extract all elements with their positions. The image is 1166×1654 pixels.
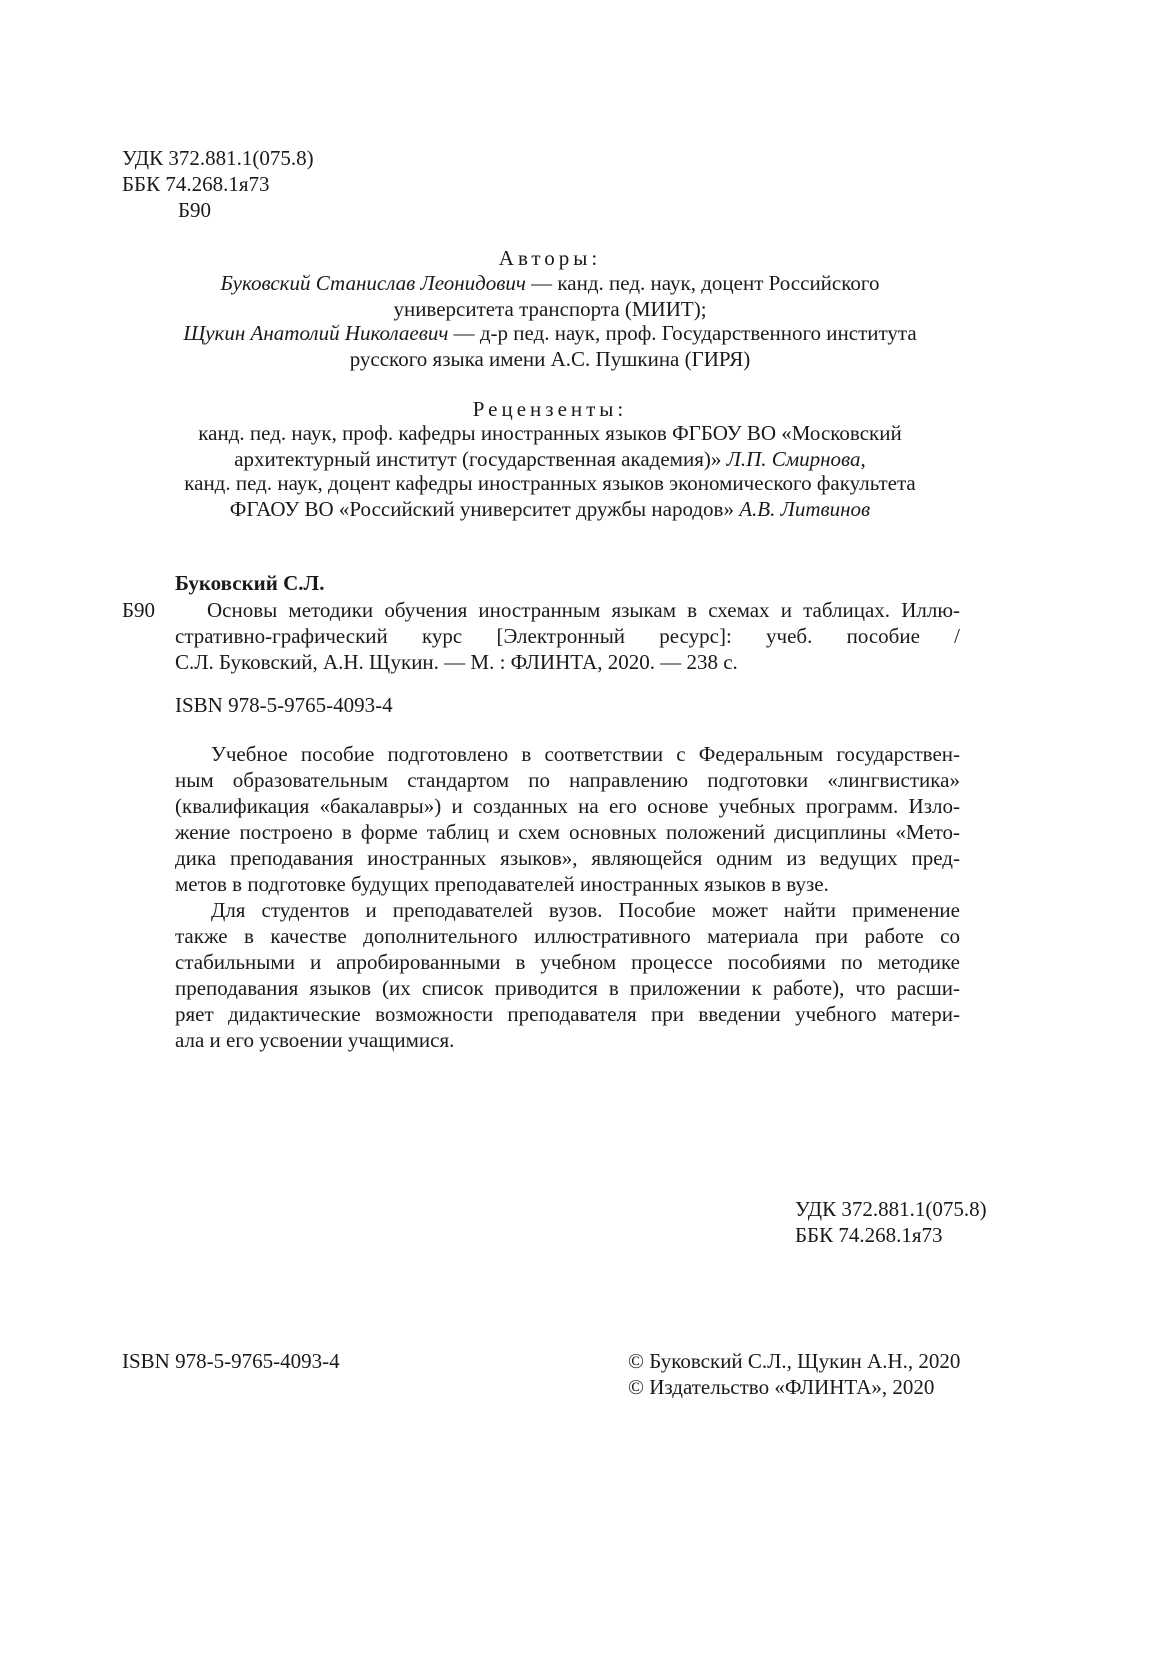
reviewer-1 xyxy=(0,420,1100,472)
copyright-authors: © Буковский С.Л., Щукин А.Н., 2020 xyxy=(628,1349,961,1373)
reviewer-2-line1: канд. пед. наук, доцент кафедры иностранных языков экономического факультета xyxy=(184,471,916,495)
abstract-line: метов в подготовке будущих преподавателей иностранных языков в вузе. xyxy=(175,872,829,896)
footer-isbn: ISBN 978-5-9765-4093-4 xyxy=(122,1349,340,1373)
abstract-line: стабильными и апробированными в учебном процессе пособиями по методике xyxy=(175,950,960,974)
abstract-line: жение построено в форме таблиц и схем основных положений дисциплины «Мето- xyxy=(175,820,960,844)
author-1 xyxy=(0,270,1100,322)
author-1-credentials: — канд. пед. наук, доцент Российского xyxy=(525,271,880,295)
reviewer-1-name: Л.П. Смирнова, xyxy=(726,447,866,471)
udk-code: УДК 372.881.1(075.8) xyxy=(122,146,314,170)
abstract-line: также в качестве дополнительного иллюстративного материала при работе со xyxy=(175,924,960,948)
abstract-paragraph-1 xyxy=(175,741,960,897)
abstract-line: ряет дидактические возможности преподавателя при введении учебного матери- xyxy=(175,1002,960,1026)
abstract-line: Для студентов и преподавателей вузов. Пособие может найти применение xyxy=(211,898,960,922)
reviewer-2-name: А.В. Литвинов xyxy=(739,497,871,521)
entry-code: Б90 xyxy=(122,598,156,622)
reviewer-1-line2: архитектурный институт (государственная академия)» xyxy=(234,447,727,471)
author-2-name: Щукин Анатолий Николаевич xyxy=(183,321,449,345)
entry-author: Буковский С.Л. xyxy=(175,571,325,595)
reviewers-heading: Рецензенты: xyxy=(472,397,628,421)
author-2 xyxy=(0,320,1100,372)
entry-line-1: Основы методики обучения иностранным языкам в схемах и таблицах. Иллю- xyxy=(207,598,960,622)
reviewer-2-line2: ФГАОУ ВО «Российский университет дружбы народов» xyxy=(229,497,740,521)
author-sign: Б90 xyxy=(178,198,212,222)
author-2-credentials: — д-р пед. наук, проф. Государственного института xyxy=(448,321,917,345)
entry-description xyxy=(175,597,960,675)
author-1-name: Буковский Станислав Леонидович xyxy=(220,271,526,295)
entry-line-3: С.Л. Буковский, А.Н. Щукин. — М. : ФЛИНТА, 2020. — 238 с. xyxy=(175,650,738,674)
abstract-line: ным образовательным стандартом по направлению подготовки «лингвистика» xyxy=(175,768,960,792)
reviewer-2 xyxy=(0,470,1100,522)
footer-udk: УДК 372.881.1(075.8) xyxy=(795,1197,987,1221)
abstract-line: (квалификация «бакалавры») и созданных на его основе учебных программ. Изло- xyxy=(175,794,960,818)
reviewer-1-line1: канд. пед. наук, проф. кафедры иностранных языков ФГБОУ ВО «Московский xyxy=(198,421,902,445)
abstract xyxy=(175,741,960,1053)
entry-line-2: стративно-графический курс [Электронный ресурс]: учеб. пособие / xyxy=(175,624,960,648)
bbk-code: ББК 74.268.1я73 xyxy=(122,172,270,196)
author-1-affiliation: университета транспорта (МИИТ); xyxy=(393,297,707,321)
copyright-publisher: © Издательство «ФЛИНТА», 2020 xyxy=(628,1375,935,1399)
abstract-line: Учебное пособие подготовлено в соответствии с Федеральным государствен- xyxy=(211,742,960,766)
authors-heading: Авторы: xyxy=(498,246,602,270)
abstract-line: преподавания языков (их список приводится в приложении к работе), что расши- xyxy=(175,976,960,1000)
entry-isbn: ISBN 978-5-9765-4093-4 xyxy=(175,693,393,717)
footer-bbk: ББК 74.268.1я73 xyxy=(795,1223,943,1247)
author-2-affiliation: русского языка имени А.С. Пушкина (ГИРЯ) xyxy=(349,347,751,371)
abstract-line: ала и его усвоении учащимися. xyxy=(175,1028,455,1052)
abstract-paragraph-2 xyxy=(175,897,960,1053)
abstract-line: дика преподавания иностранных языков», являющейся одним из ведущих пред- xyxy=(175,846,960,870)
